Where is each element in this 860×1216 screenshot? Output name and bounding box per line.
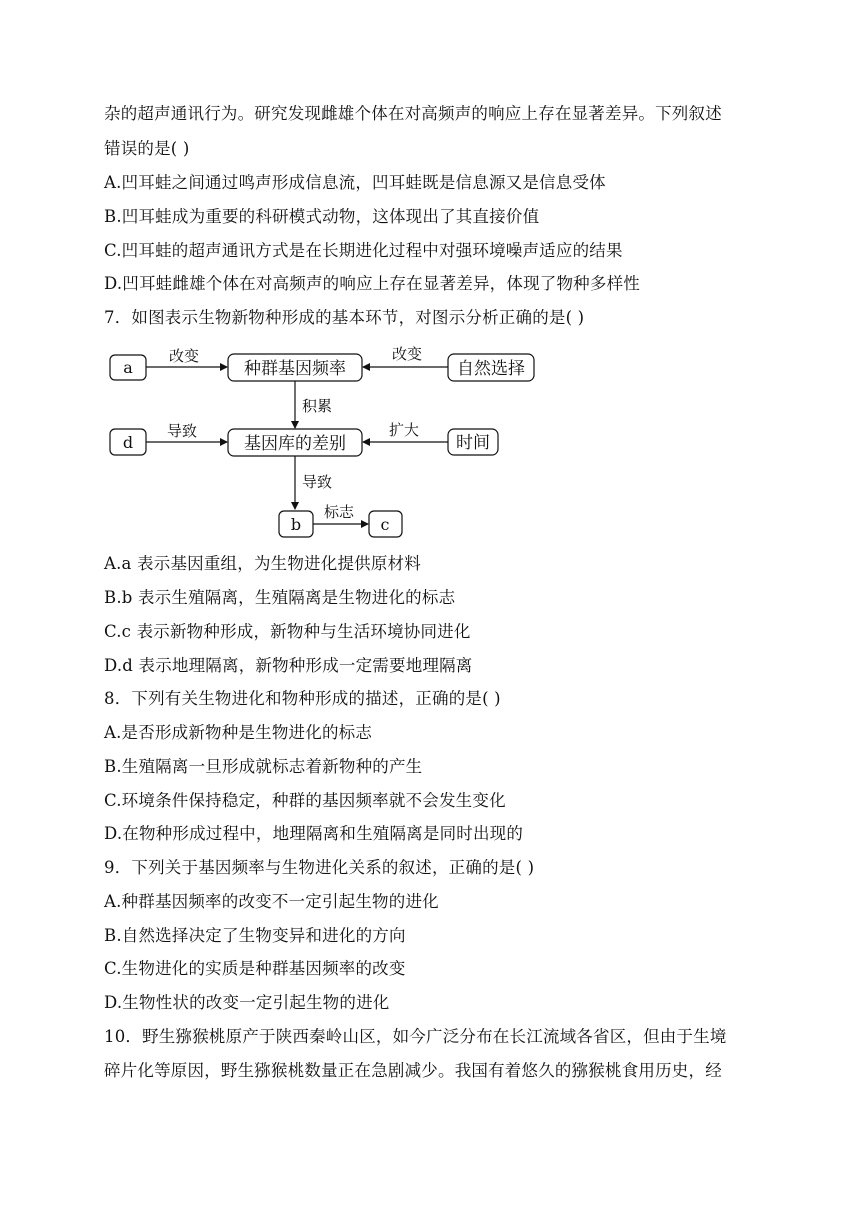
label-change-right: 改变 xyxy=(391,345,423,363)
q7-option-d: D.d 表示地理隔离，新物种形成一定需要地理隔离 xyxy=(104,656,473,675)
q6-option-c: C.凹耳蛙的超声通讯方式是在长期进化过程中对强环境噪声适应的结果 xyxy=(104,241,623,260)
q7-option-b: B.b 表示生殖隔离，生殖隔离是生物进化的标志 xyxy=(104,588,456,607)
box-a-label: a xyxy=(123,358,133,377)
label-expand: 扩大 xyxy=(388,421,420,439)
q9-stem: 9．下列关于基因频率与生物进化关系的叙述，正确的是( ) xyxy=(104,858,535,877)
q6-option-b: B.凹耳蛙成为重要的科研模式动物，这体现出了其直接价值 xyxy=(104,207,540,226)
q8-option-a: A.是否形成新物种是生物进化的标志 xyxy=(104,723,373,742)
q6-option-a: A.凹耳蛙之间通过鸣声形成信息流，凹耳蛙既是信息源又是信息受体 xyxy=(104,173,606,192)
q6-option-d: D.凹耳蛙雌雄个体在对高频声的响应上存在显著差异，体现了物种多样性 xyxy=(104,274,640,293)
q8-option-b: B.生殖隔离一旦形成就标志着新物种的产生 xyxy=(104,757,423,776)
label-lead-down: 导致 xyxy=(302,473,333,491)
q8-option-c: C.环境条件保持稳定，种群的基因频率就不会发生变化 xyxy=(104,791,506,810)
q6-intro-line-2: 错误的是( ) xyxy=(104,139,190,158)
q8-stem: 8．下列有关生物进化和物种形成的描述，正确的是( ) xyxy=(104,689,501,708)
q7-option-a: A.a 表示基因重组，为生物进化提供原材料 xyxy=(104,554,421,573)
box-b-label: b xyxy=(290,515,302,534)
box-gene-frequency-label: 种群基因频率 xyxy=(244,359,346,379)
q7-stem: 7．如图表示生物新物种形成的基本环节，对图示分析正确的是( ) xyxy=(104,308,585,327)
box-d-label: d xyxy=(122,433,134,452)
label-change-left: 改变 xyxy=(168,347,200,365)
q6-intro-line-1: 杂的超声通讯行为。研究发现雌雄个体在对高频声的响应上存在显著差异。下列叙述 xyxy=(104,104,722,123)
q10-line-2: 碎片化等原因，野生猕猴桃数量正在急剧减少。我国有着悠久的猕猴桃食用历史，经 xyxy=(104,1061,722,1080)
box-natural-selection-label: 自然选择 xyxy=(457,359,525,379)
label-mark: 标志 xyxy=(323,503,355,521)
label-lead-left: 导致 xyxy=(166,422,198,440)
q8-option-d: D.在物种形成过程中，地理隔离和生殖隔离是同时出现的 xyxy=(104,824,524,843)
q9-option-c: C.生物进化的实质是种群基因频率的改变 xyxy=(104,959,406,978)
q10-line-1: 10．野生猕猴桃原产于陕西秦岭山区，如今广泛分布在长江流域各省区，但由于生境 xyxy=(104,1027,727,1046)
q9-option-d: D.生物性状的改变一定引起生物的进化 xyxy=(104,993,390,1012)
box-c-label: c xyxy=(380,515,390,534)
label-accumulate: 积累 xyxy=(302,397,333,415)
box-gene-pool-difference-label: 基因库的差别 xyxy=(244,434,346,454)
box-time-label: 时间 xyxy=(456,433,490,453)
q9-option-b: B.自然选择决定了生物变异和进化的方向 xyxy=(104,926,406,945)
q7-option-c: C.c 表示新物种形成，新物种与生活环境协同进化 xyxy=(104,622,471,641)
speciation-diagram xyxy=(104,340,544,540)
q9-option-a: A.种群基因频率的改变不一定引起生物的进化 xyxy=(104,892,439,911)
